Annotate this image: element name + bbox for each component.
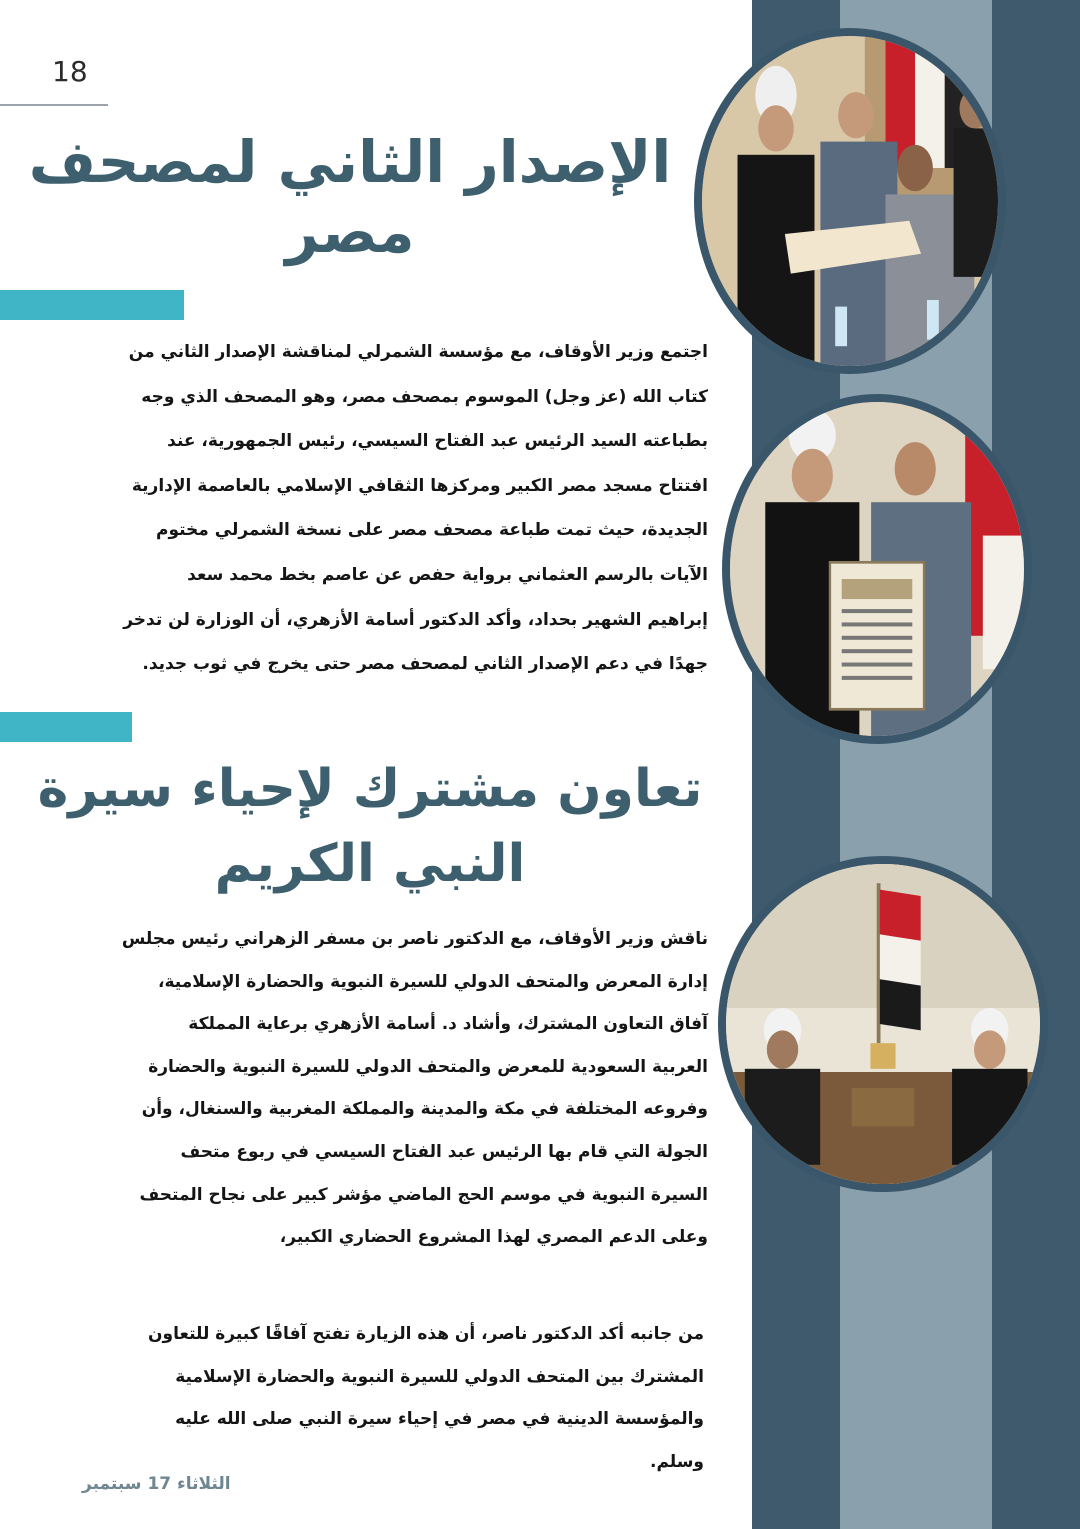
article2-line: وسلم. — [649, 1451, 704, 1472]
article1-title-line1: الإصدار الثاني لمصحف — [28, 128, 672, 196]
article1-line: اجتمع وزير الأوقاف، مع مؤسسة الشمرلي لمناقشة الإصدار الثاني من — [128, 342, 708, 362]
article2-line: المشترك بين المتحف الدولي للسيرة النبوية والحضارة الإسلامية — [175, 1366, 704, 1387]
article2-line: العربية السعودية للمعرض والمتحف الدولي للسيرة النبوية والحضارة — [148, 1056, 708, 1077]
photo-seated-meeting — [718, 856, 1048, 1192]
article2-line: من جانبه أكد الدكتور ناصر، أن هذه الزيارة تفتح آفاقًا كبيرة للتعاون — [148, 1324, 704, 1344]
article1-line: كتاب الله (عز وجل) الموسوم بمصحف مصر، وهو المصحف الذي وجه — [141, 386, 708, 407]
photo-meeting-document — [694, 28, 1006, 374]
article1-line: بطباعته السيد الرئيس عبد الفتاح السيسي، رئيس الجمهورية، عند — [167, 431, 708, 452]
article2-title-line1: تعاون مشترك لإحياء سيرة — [37, 759, 703, 819]
article2-line: والمؤسسة الدينية في مصر في إحياء سيرة النبي صلى الله عليه — [175, 1409, 704, 1430]
article1-body — [38, 330, 708, 687]
article2-line: آفاق التعاون المشترك، وأشاد د. أسامة الأزهري برعاية المملكة — [188, 1014, 708, 1035]
article1-title — [20, 128, 680, 267]
article1-line: جهدًا في دعم الإصدار الثاني لمصحف مصر حتى يخرج في ثوب جديد. — [142, 654, 708, 675]
issue-date: الثلاثاء 17 سبتمبر — [82, 1474, 231, 1494]
photo-presenting-manuscript — [722, 394, 1032, 744]
article2-title-line2: النبي الكريم — [214, 834, 526, 895]
page-number-rule — [0, 104, 108, 106]
article2-body-paragraph1 — [40, 918, 708, 1259]
article2-body-paragraph2 — [58, 1313, 704, 1483]
article2-line: الجولة التي قام بها الرئيس عبد الفتاح السيسي في ربوع متحف — [180, 1141, 708, 1162]
article2-title — [20, 752, 720, 903]
page-number: 18 — [52, 55, 88, 88]
accent-bar-2 — [0, 712, 132, 742]
article2-line: وفروعه المختلفة في مكة والمدينة والمملكة المغربية والسنغال، وأن — [141, 1099, 708, 1120]
article1-line: الجديدة، حيث تمت طباعة مصحف مصر على نسخة الشمرلي مختوم — [156, 520, 708, 541]
article2-line: ناقش وزير الأوقاف، مع الدكتور ناصر بن مسفر الزهراني رئيس مجلس — [121, 929, 708, 949]
article2-line: وعلى الدعم المصري لهذا المشروع الحضاري الكبير، — [279, 1227, 708, 1248]
article1-line: الآيات بالرسم العثماني برواية حفص عن عاصم بخط محمد سعد — [187, 564, 708, 585]
article1-line: إبراهيم الشهير بحداد، وأكد الدكتور أسامة الأزهري، أن الوزارة لن تدخر — [123, 609, 708, 630]
article2-line: إدارة المعرض والمتحف الدولي للسيرة النبوية والحضارة الإسلامية، — [157, 971, 708, 992]
article1-title-line2: مصر — [285, 197, 415, 266]
accent-bar-1 — [0, 290, 184, 320]
article2-line: السيرة النبوية في موسم الحج الماضي مؤشر كبير على نجاح المتحف — [139, 1184, 708, 1205]
article1-line: افتتاح مسجد مصر الكبير ومركزها الثقافي الإسلامي بالعاصمة الإدارية — [131, 475, 708, 496]
